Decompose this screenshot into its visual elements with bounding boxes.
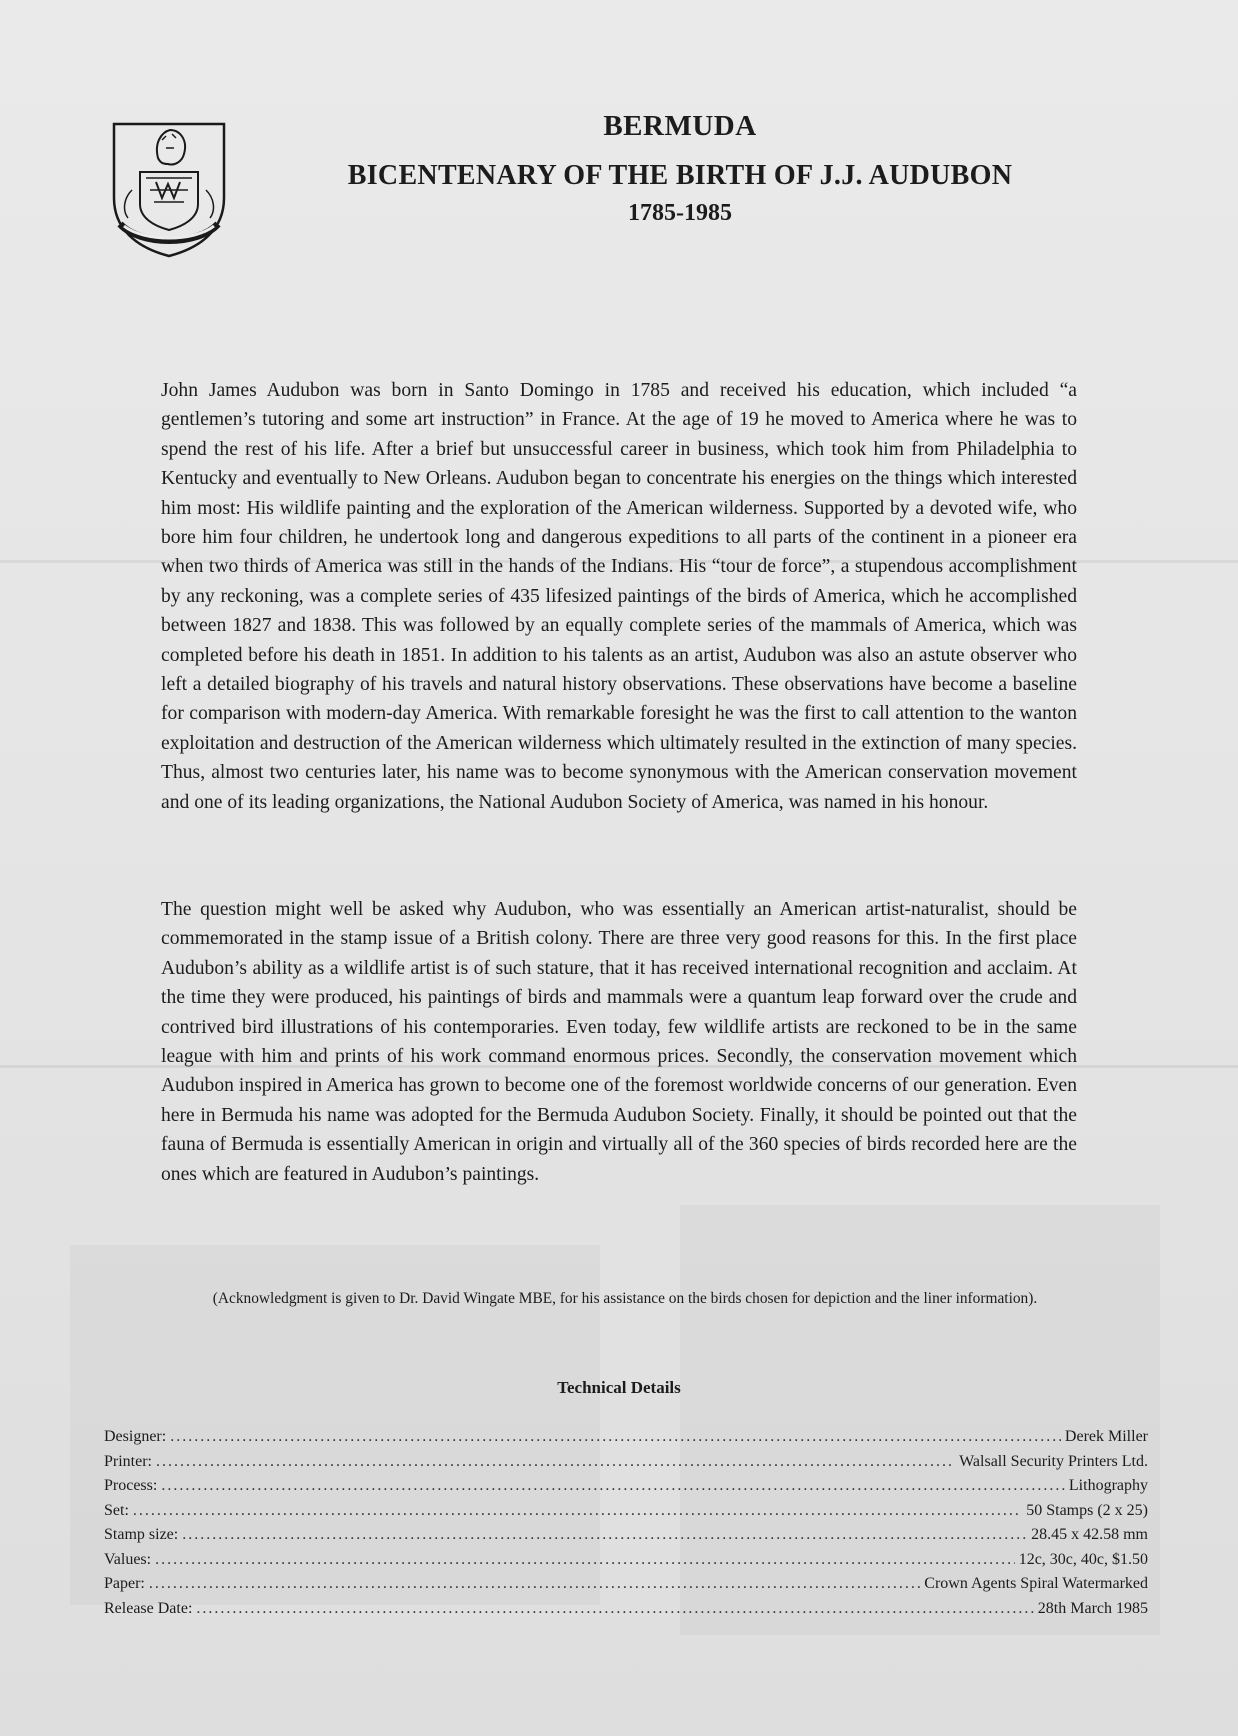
tech-row-designer [104, 1425, 1148, 1450]
dot-leader [161, 1474, 1065, 1499]
dot-leader [155, 1548, 1015, 1573]
dot-leader [170, 1425, 1061, 1450]
tech-value: Walsall Security Printers Ltd. [959, 1452, 1148, 1470]
dot-leader [182, 1523, 1027, 1548]
document-years: 1785-1985 [628, 200, 732, 226]
tech-value: 28th March 1985 [1037, 1599, 1148, 1617]
tech-value: Lithography [1068, 1477, 1148, 1494]
tech-value: 12c, 30c, 40c, $1.50 [1018, 1550, 1148, 1568]
tech-label: Set: [104, 1501, 129, 1519]
tech-value: 50 Stamps (2 x 25) [1026, 1501, 1148, 1519]
dot-leader [133, 1499, 1022, 1524]
technical-details-heading: Technical Details [557, 1378, 681, 1397]
tech-row-set [104, 1499, 1148, 1524]
document-title: BERMUDA [603, 110, 757, 142]
tech-row-stamp-size [104, 1523, 1148, 1548]
tech-row-paper [104, 1572, 1148, 1597]
tech-row-release-date [104, 1597, 1148, 1622]
dot-leader [149, 1572, 920, 1597]
tech-value: 28.45 x 42.58 mm [1031, 1526, 1148, 1543]
tech-label: Values: [104, 1550, 152, 1568]
document-subtitle: BICENTENARY OF THE BIRTH OF J.J. AUDUBON [347, 160, 1013, 191]
body-paragraph-1: John James Audubon was born in Santo Domingo in 1785 and received his education, which included “a gentlemen’s tutoring and some art instruction” in France. At the age of 19 he moved to America where he was to spend the rest of his life. After a brief but unsuccessful career in business, which took him from Philadelphia to Kentucky and eventually to New Orleans. Audubon began to concentrate his energies on the things which interested him most: His wildlife painting and the exploration of the American wilderness. Supported by a devoted wife, who bore him four children, he undertook long and dangerous expeditions to all parts of the continent in a pioneer era when two thirds of America was still in the hands of the Indians. His “tour de force”, a stupendous accomplishment by any reckoning, was a complete series of 435 lifesized paintings of the birds of America, which he accomplished between 1827 and 1838. This was followed by an equally complete series of the mammals of America, which was completed before his death in 1851. In addition to his talents as an artist, Audubon was also an astute observer who left a detailed biography of his travels and natural history observations. These observations have become a baseline for comparison with modern-day America. With remarkable foresight he was the first to call attention to the wanton exploitation and destruction of the American wilderness which ultimately resulted in the extinction of many species. Thus, almost two centuries later, his name was to become synonymous with the American conservation movement and one of its leading organizations, the National Audubon Society of America, was named in his honour. [161, 380, 1077, 813]
tech-value: Crown Agents Spiral Watermarked [924, 1575, 1148, 1592]
technical-details-list [104, 1425, 1148, 1621]
tech-label: Designer: [104, 1428, 167, 1445]
tech-value: Derek Miller [1064, 1428, 1148, 1445]
dot-leader [156, 1450, 955, 1475]
tech-label: Stamp size: [104, 1526, 179, 1543]
acknowledgment-note: (Acknowledgment is given to Dr. David Wingate MBE, for his assistance on the birds chosen for depiction and the liner information). [212, 1290, 1038, 1307]
tech-label: Process: [104, 1477, 158, 1494]
bermuda-crest [110, 118, 228, 260]
bermuda-coat-of-arms-icon [110, 118, 228, 260]
tech-row-printer [104, 1450, 1148, 1475]
dot-leader [196, 1597, 1033, 1622]
body-paragraph-2: The question might well be asked why Audubon, who was essentially an American artist-naturalist, should be commemorated in the stamp issue of a British colony. There are three very good reasons for this. In the first place Audubon’s ability as a wildlife artist is of such stature, that it has received international recognition and acclaim. At the time they were produced, his paintings of birds and mammals were a quantum leap forward over the crude and contrived bird illustrations of his contemporaries. Even today, few wildlife artists are reckoned to be in the same league with him and prints of his work command enormous prices. Secondly, the conservation movement which Audubon inspired in America has grown to become one of the foremost worldwide concerns of our generation. Even here in Bermuda his name was adopted for the Bermuda Audubon Society. Finally, it should be pointed out that the fauna of Bermuda is essentially American in origin and virtually all of the 360 species of birds recorded here are the ones which are featured in Audubon’s paintings. [161, 899, 1077, 1185]
tech-label: Printer: [104, 1452, 152, 1470]
tech-label: Release Date: [104, 1599, 193, 1617]
tech-label: Paper: [104, 1575, 145, 1592]
tech-row-values [104, 1548, 1148, 1573]
tech-row-process [104, 1474, 1148, 1499]
